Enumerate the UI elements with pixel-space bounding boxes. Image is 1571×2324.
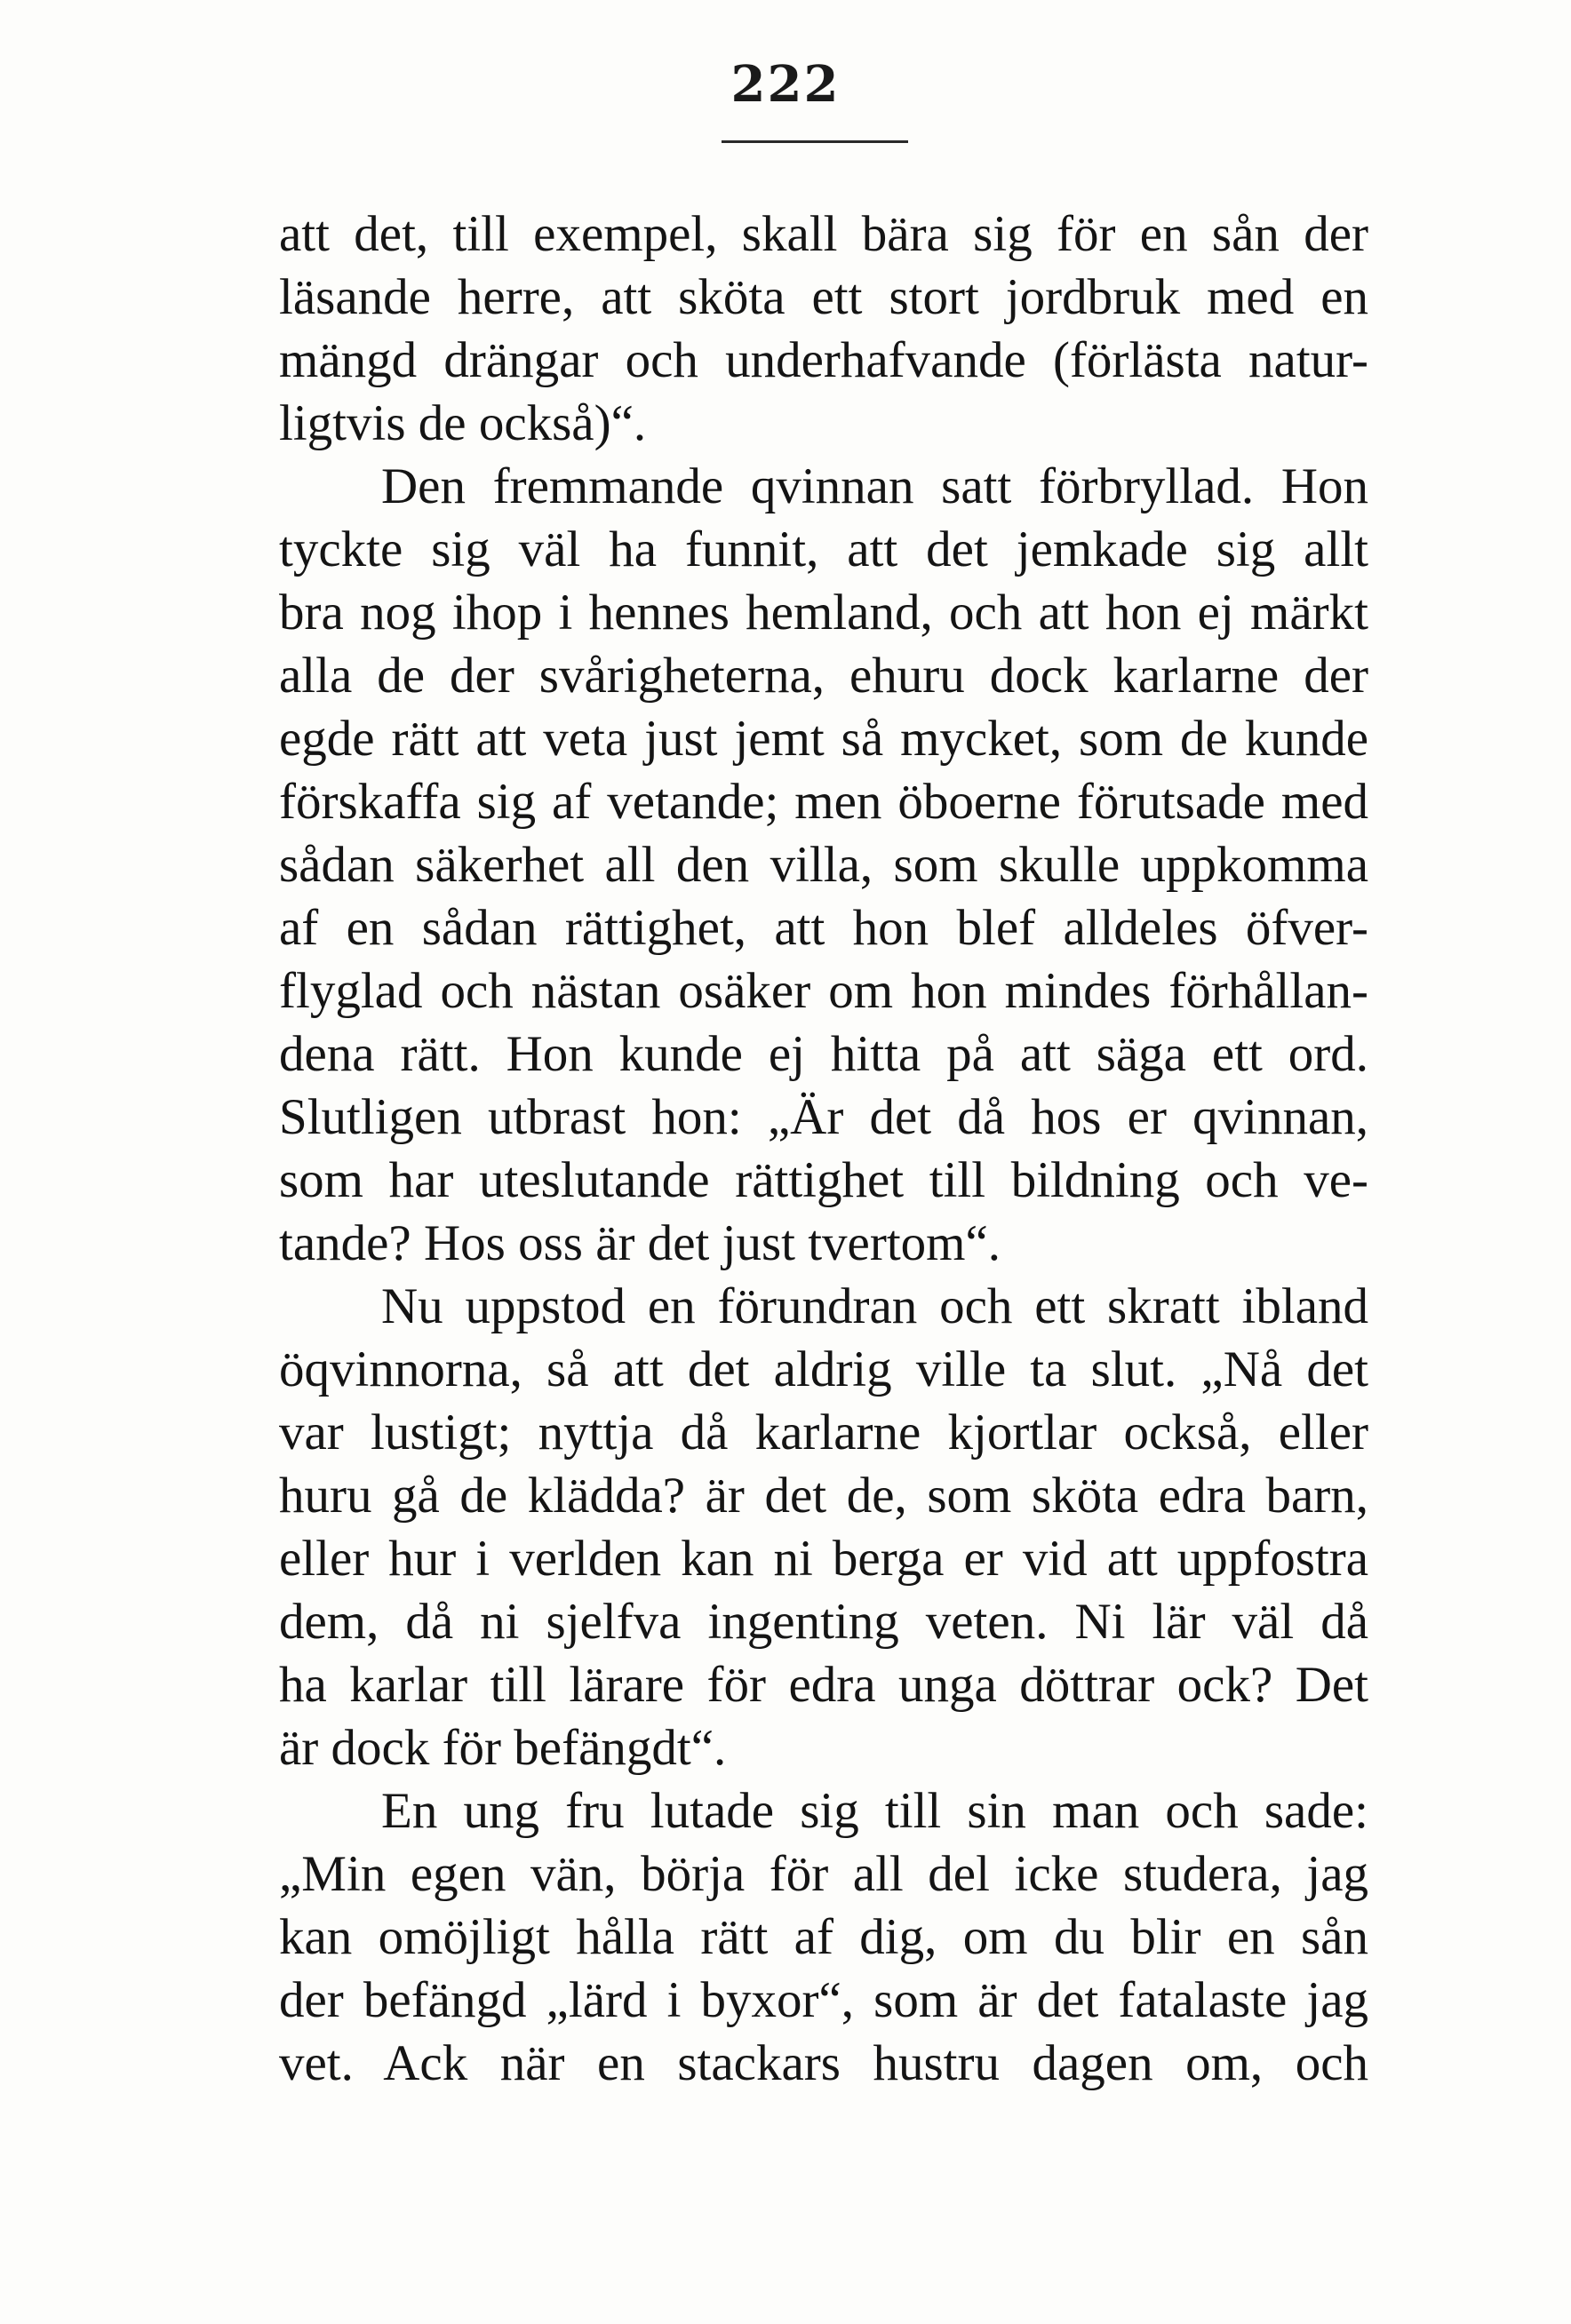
text-line: att det, till exempel, skall bära sig för en sån der: [279, 206, 1368, 262]
text-line: af en sådan rättighet, att hon blef alldeles öfver-: [279, 900, 1368, 956]
text-line: flyglad och nästan osäker om hon mindes förhållan-: [279, 963, 1368, 1019]
text-line: Slutligen utbrast hon: „Är det då hos er qvinnan,: [279, 1089, 1368, 1145]
text-line: läsande herre, att sköta ett stort jordbruk med en: [279, 269, 1368, 325]
header-rule: [722, 140, 908, 143]
text-line: egde rätt att veta just jemt så mycket, som de kunde: [279, 711, 1368, 767]
text-line: dena rätt. Hon kunde ej hitta på att säga ett ord.: [279, 1026, 1368, 1082]
text-line: „Min egen vän, börja för all del icke studera, jag: [279, 1846, 1368, 1902]
text-line: eller hur i verlden kan ni berga er vid att uppfostra: [279, 1531, 1368, 1587]
text-line: tyckte sig väl ha funnit, att det jemkade sig allt: [279, 521, 1368, 577]
text-line: bra nog ihop i hennes hemland, och att hon ej märkt: [279, 585, 1368, 641]
text-line: vet. Ack när en stackars hustru dagen om, och: [279, 2035, 1368, 2091]
text-line: dem, då ni sjelfva ingenting veten. Ni lär väl då: [279, 1594, 1368, 1650]
page-number: 222: [730, 55, 841, 114]
text-line: är dock för befängdt“.: [279, 1720, 727, 1776]
text-line: huru gå de klädda? är det de, som sköta edra barn,: [279, 1468, 1368, 1524]
text-line: alla de der svårigheterna, ehuru dock karlarne der: [279, 648, 1368, 704]
text-line: der befängd „lärd i byxor“, som är det fatalaste jag: [279, 1972, 1368, 2028]
text-line: mängd drängar och underhafvande (förlästa natur-: [279, 332, 1368, 388]
text-line: som har uteslutande rättighet till bildning och ve-: [279, 1152, 1368, 1208]
text-line: Den fremmande qvinnan satt förbryllad. Hon: [381, 458, 1368, 514]
text-line: ha karlar till lärare för edra unga döttrar ock? Det: [279, 1657, 1368, 1713]
text-line: tande? Hos oss är det just tvertom“.: [279, 1215, 1001, 1271]
text-line: ligtvis de också)“.: [279, 395, 647, 451]
text-line: sådan säkerhet all den villa, som skulle uppkomma: [279, 837, 1368, 893]
body-text: [279, 203, 1368, 2095]
text-line: Nu uppstod en förundran och ett skratt ibland: [381, 1278, 1368, 1334]
text-line: En ung fru lutade sig till sin man och sade:: [381, 1783, 1368, 1839]
text-line: var lustigt; nyttja då karlarne kjortlar också, eller: [279, 1405, 1368, 1460]
text-line: förskaffa sig af vetande; men öboerne förutsade med: [279, 774, 1368, 830]
text-line: öqvinnorna, så att det aldrig ville ta slut. „Nå det: [279, 1341, 1368, 1397]
text-line: kan omöjligt hålla rätt af dig, om du blir en sån: [279, 1909, 1368, 1965]
